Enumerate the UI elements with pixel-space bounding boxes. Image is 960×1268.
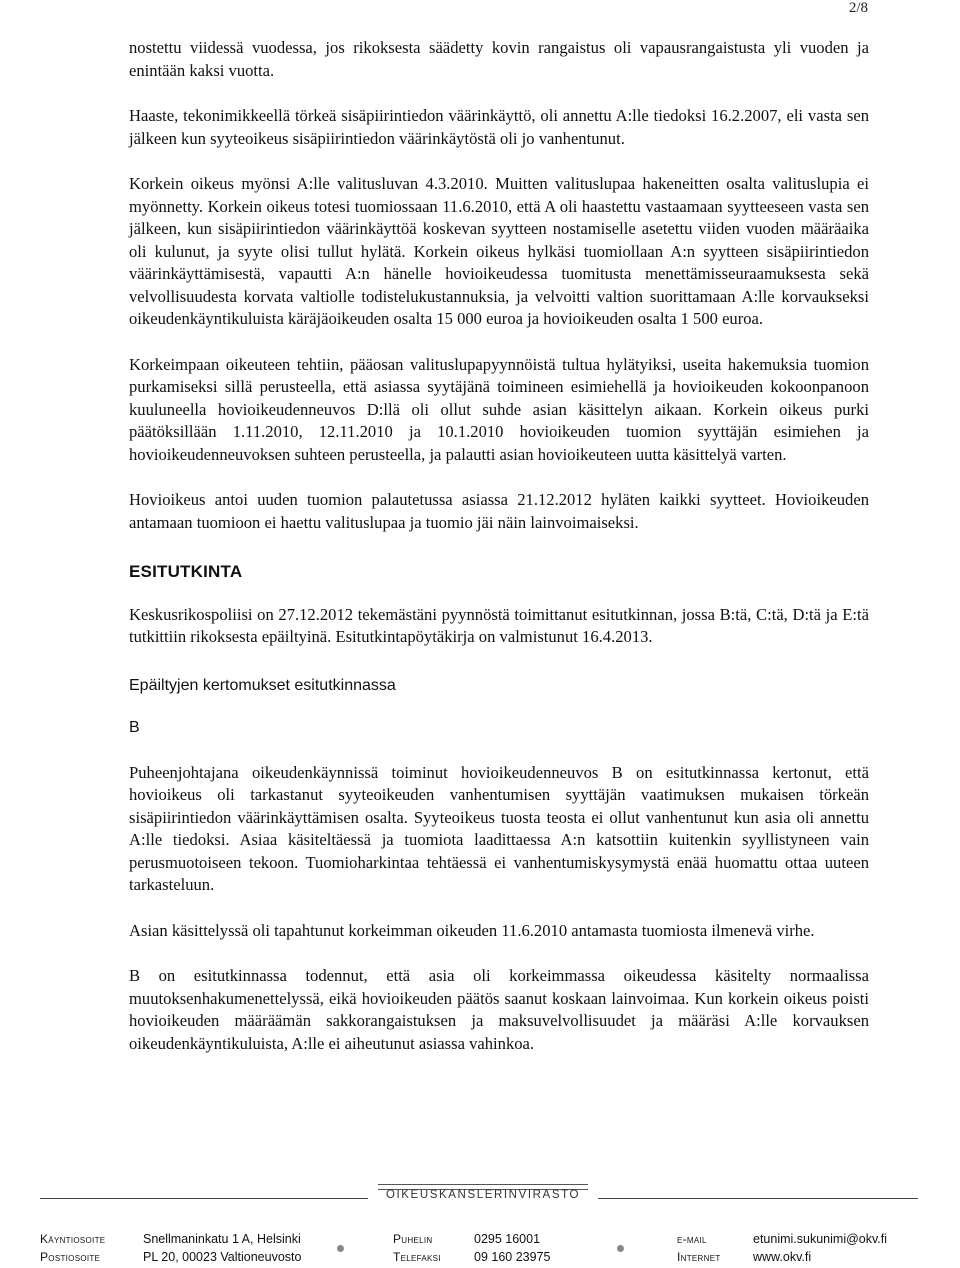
paragraph-7: Puheenjohtajana oikeudenkäynnissä toiminut hovioikeudenneuvos B on esitutkinnassa kertonut, että hovioikeus oli tarkastanut syyteoikeuden vanhentumisen syyttäjän vaatimuksen mukaisen törkeän sisäpiirintiedon väärinkäyttämisen osalta. Syyteoikeus tuosta teosta ei ollut vanhentunut kun asia oli annettu A:lle tiedoksi. Asiaa käsiteltäessä ja tuomiota laadittaessa A:n katsottiin kuitenkin syyllistyneen vain perusmuotoiseen tekoon. Tuomioharkintaa tehtäessä ei vanhentumiskysymystä enää huomattu ottaa uuteen tarkasteluun. [129, 762, 869, 894]
paragraph-9: B on esitutkinnassa todennut, että asia oli korkeimmassa oikeudessa käsitelty normaalissa muutoksenhakumenettelyssä, eikä hovioikeuden päätös saanut koskaan lainvoimaa. Kun korkein oikeus poisti hovioikeuden määräämän sakkorangaistuksen ja maksuvelvollisuudet ja määräsi A:lle korvauksen oikeudenkäyntikuluista, A:lle ei aiheutunut asiassa vahinkoa. [129, 966, 869, 1053]
paragraph-8: Asian käsittelyssä oli tapahtunut korkeimman oikeuden 11.6.2010 antamasta tuomiosta ilmenevä virhe. [129, 920, 815, 940]
person-label-b: B [129, 719, 140, 736]
fax-label: Telefaksi [393, 1250, 441, 1264]
page-number: 2/8 [848, 0, 868, 16]
footer-rule-left [40, 1198, 368, 1199]
paragraph-1: nostettu viidessä vuodessa, jos rikoksesta säädetty kovin rangaistus oli vapausrangaistusta yli vuoden ja enintään kaksi vuotta. [129, 38, 869, 80]
org-logo-text: OIKEUSKANSLERINVIRASTO [385, 1189, 581, 1201]
footer-row-1 [0, 1232, 960, 1250]
post-address-value: PL 20, 00023 Valtioneuvosto [143, 1250, 302, 1264]
post-address-label: Postiosoite [40, 1250, 101, 1264]
visit-address-label: Käyntiosoite [40, 1232, 106, 1246]
paragraph-3: Korkein oikeus myönsi A:lle valitusluvan 4.3.2010. Muitten valituslupaa hakeneitten osalta valituslupia ei myönnetty. Korkein oikeus totesi tuomiossaan 11.6.2010, että A oli haastettu vastaamaan syytteeseen vasta sen jälkeen, kun sisäpiirintiedon väärinkäyttöä koskevan syytteen nostamiselle asetettu viiden vuoden määräaika oli kulunut, ja syyte olisi tullut hylätä. Korkein oikeus hylkäsi tuomiollaan A:n syytteen sisäpiirintiedon väärinkäyttämisestä, vapautti A:n hänelle hovioikeudessa tuomitusta menettämisseuraamuksesta sekä velvollisuudesta korvata valtiolle todistelukustannuksia, ja velvoitti valtion suorittamaan A:lle korvaukseksi oikeudenkäyntikuluista käräjäoikeuden osalta 15 000 euroa ja hovioikeuden osalta 1 500 euroa. [129, 174, 869, 328]
website-link[interactable]: www.okv.fi [753, 1250, 812, 1264]
phone-label: Puhelin [393, 1232, 433, 1246]
internet-label: Internet [677, 1250, 721, 1264]
phone-value: 0295 16001 [474, 1232, 541, 1246]
paragraph-6: Keskusrikospoliisi on 27.12.2012 tekemästäni pyynnöstä toimittanut esitutkinnan, jossa B:tä, C:tä, D:tä ja E:tä tutkittiin rikoksesta epäiltyinä. Esitutkintapöytäkirja on valmistunut 16.4.2013. [129, 604, 869, 646]
document-body [129, 37, 869, 1055]
footer-bullet-icon [617, 1245, 624, 1252]
email-link[interactable]: etunimi.sukunimi@okv.fi [753, 1232, 888, 1246]
email-label: e-mail [677, 1232, 707, 1246]
footer-bullet-icon [337, 1245, 344, 1252]
footer-row-2 [0, 1250, 960, 1268]
paragraph-4: Korkeimpaan oikeuteen tehtiin, pääosan valituslupapyynnöistä tultua hylätyiksi, useita hakemuksia tuomion purkamiseksi sillä perusteella, että asiassa syytäjänä toimineen esimiehellä ja hovioikeuden kokoonpanoon kuuluneella hovioikeudenneuvos D:llä oli ollut suhde asian käsittelyn aikaan. Korkein oikeus purki päätöksillään 1.11.2010, 12.11.2010 ja 10.1.2010 hovioikeuden tuomion syyttäjän esimiehen ja hovioikeudenneuvoksen suhteen perusteella, ja palautti asian hovioikeuteen uutta käsittelyä varten. [129, 354, 869, 464]
footer-rule-right [598, 1198, 918, 1199]
visit-address-value: Snellmaninkatu 1 A, Helsinki [143, 1232, 301, 1246]
paragraph-2: Haaste, tekonimikkeellä törkeä sisäpiirintiedon väärinkäyttö, oli annettu A:lle tiedoksi 16.2.2007, eli vasta sen jälkeen kun syyteoikeus sisäpiirintiedon väärinkäytöstä oli jo vanhentunut. [129, 106, 869, 148]
paragraph-5: Hovioikeus antoi uuden tuomion palautetussa asiassa 21.12.2012 hyläten kaikki syytteet. Hovioikeuden antamaan tuomioon ei haettu valituslupaa ja tuomio jäi näin lainvoimaiseksi. [129, 490, 869, 532]
subheading: Epäiltyjen kertomukset esitutkinnassa [129, 676, 396, 694]
section-heading: ESITUTKINTA [129, 562, 243, 581]
fax-value: 09 160 23975 [474, 1250, 551, 1264]
